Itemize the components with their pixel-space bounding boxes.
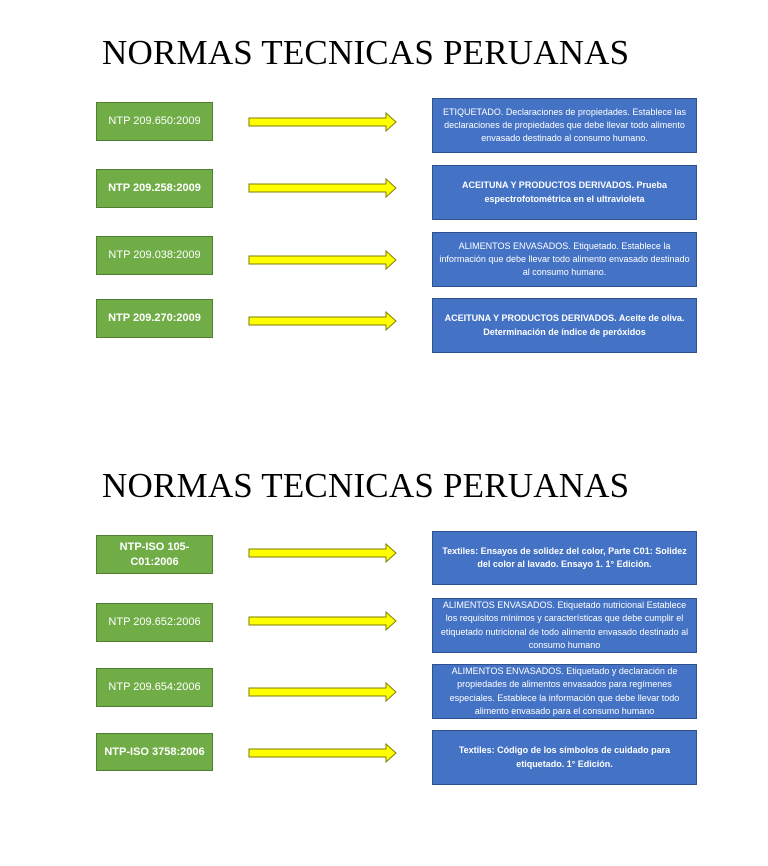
norm-description-box: Textiles: Ensayos de solidez del color, Parte C01: Solidez del color al lavado. Ensayo 1. 1° Edición. xyxy=(432,531,697,585)
right-arrow-icon xyxy=(248,682,398,702)
right-arrow-icon xyxy=(248,311,398,331)
norm-description-box: ALIMENTOS ENVASADOS. Etiquetado nutricional Establece los requisitos mínimos y características que debe cumplir el etiquetado nutricional de todo alimento envasado destinado al consumo humano xyxy=(432,598,697,653)
right-arrow-icon xyxy=(248,250,398,270)
norm-code-box: NTP-ISO 105-C01:2006 xyxy=(96,535,213,574)
norm-description-box: ACEITUNA Y PRODUCTOS DERIVADOS. Prueba espectrofotométrica en el ultravioleta xyxy=(432,165,697,220)
norm-code-box: NTP 209.038:2009 xyxy=(96,236,213,275)
right-arrow-icon xyxy=(248,543,398,563)
norm-code-box: NTP 209.270:2009 xyxy=(96,299,213,338)
norm-code-box: NTP 209.652:2006 xyxy=(96,603,213,642)
section-title: NORMAS TECNICAS PERUANAS xyxy=(102,466,630,505)
norm-description-box: ALIMENTOS ENVASADOS. Etiquetado. Establece la información que debe llevar todo alimento envasado destinado al consumo humano. xyxy=(432,232,697,287)
norm-code-box: NTP 209.650:2009 xyxy=(96,102,213,141)
norm-description-box: ALIMENTOS ENVASADOS. Etiquetado y declaración de propiedades de alimentos envasados para regímenes especiales. Establece la información que debe llevar todo alimento envasado para el consumo humano xyxy=(432,664,697,719)
norm-code-box: NTP-ISO 3758:2006 xyxy=(96,733,213,771)
right-arrow-icon xyxy=(248,178,398,198)
norm-description-box: ACEITUNA Y PRODUCTOS DERIVADOS. Aceite de oliva. Determinación de índice de peróxidos xyxy=(432,298,697,353)
section-title: NORMAS TECNICAS PERUANAS xyxy=(102,33,630,72)
norm-code-box: NTP 209.654:2006 xyxy=(96,668,213,707)
right-arrow-icon xyxy=(248,743,398,763)
norm-code-box: NTP 209.258:2009 xyxy=(96,169,213,208)
right-arrow-icon xyxy=(248,112,398,132)
right-arrow-icon xyxy=(248,611,398,631)
norm-description-box: Textiles: Código de los símbolos de cuidado para etiquetado. 1° Edición. xyxy=(432,730,697,785)
norm-description-box: ETIQUETADO. Declaraciones de propiedades. Establece las declaraciones de propiedades que debe llevar todo alimento envasado destinado al consumo humano. xyxy=(432,98,697,153)
